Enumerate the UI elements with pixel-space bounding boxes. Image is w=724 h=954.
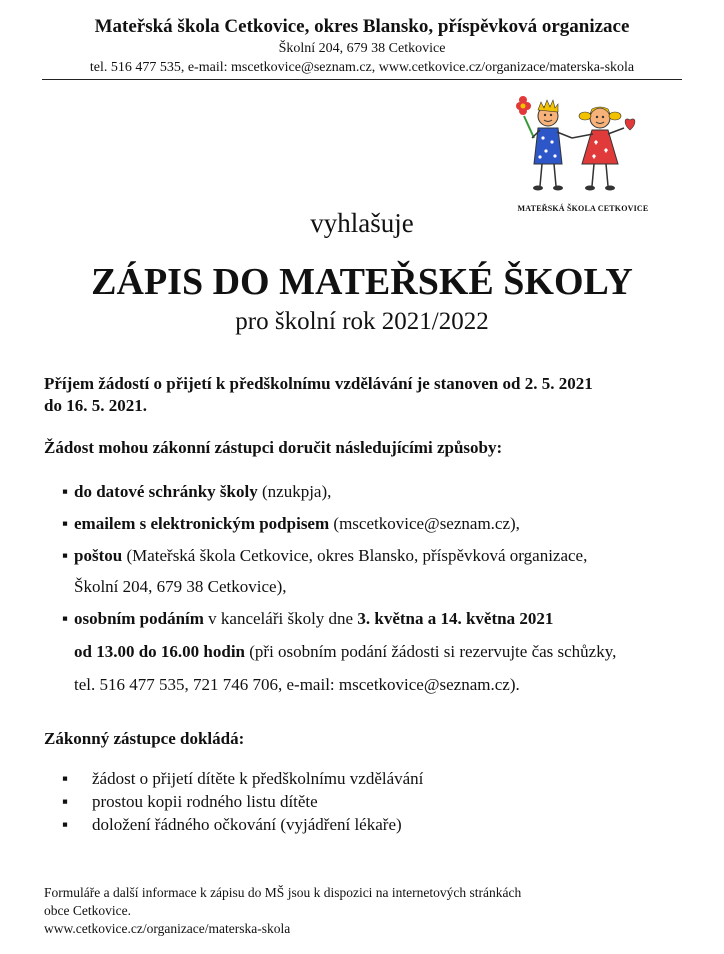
children-holding-hands-logo-icon bbox=[510, 94, 660, 199]
bullet-icon: ▪ bbox=[62, 546, 69, 565]
doc-text: žádost o přijetí dítěte k předškolnímu vzdělávání bbox=[92, 769, 424, 788]
bullet-icon: ▪ bbox=[62, 609, 69, 628]
method-continuation bbox=[74, 642, 616, 662]
method-bold: poštou bbox=[74, 546, 123, 565]
methods-heading: Žádost mohou zákonní zástupci doručit následujícími způsoby: bbox=[44, 438, 503, 457]
bullet-icon: ▪ bbox=[62, 792, 69, 811]
school-name: Mateřská škola Cetkovice, okres Blansko, příspěvková organizace bbox=[94, 16, 630, 37]
method-continuation: Školní 204, 679 38 Cetkovice), bbox=[74, 577, 287, 596]
school-address: Školní 204, 679 38 Cetkovice bbox=[278, 41, 446, 56]
footer-line: Formuláře a další informace k zápisu do MŠ jsou k dispozici na internetových stránkách bbox=[44, 885, 522, 900]
method-dates: 3. května a 14. května 2021 bbox=[357, 609, 554, 628]
list-item bbox=[62, 769, 423, 789]
footer-note bbox=[44, 884, 664, 938]
bullet-icon: ▪ bbox=[62, 815, 69, 834]
bullet-icon: ▪ bbox=[62, 482, 69, 501]
school-logo bbox=[500, 94, 670, 220]
list-item bbox=[62, 815, 402, 835]
list-item bbox=[62, 545, 587, 567]
intro-line: Příjem žádostí o přijetí k předškolnímu vzdělávání je stanoven od 2. 5. 2021 bbox=[44, 374, 593, 393]
method-bold: osobním podáním bbox=[74, 609, 204, 628]
docs-heading: Zákonný zástupce dokládá: bbox=[44, 729, 245, 748]
method-text: v kanceláři školy dne bbox=[203, 609, 358, 628]
logo-caption: MATEŘSKÁ ŠKOLA CETKOVICE bbox=[517, 204, 649, 213]
intro-line: do 16. 5. 2021. bbox=[44, 396, 147, 415]
method-text: (mscetkovice@seznam.cz), bbox=[329, 514, 520, 533]
method-text: (při osobním podání žádosti si rezervujte čas schůzky, bbox=[245, 642, 617, 661]
list-item bbox=[62, 792, 318, 812]
list-item bbox=[62, 481, 331, 503]
intro-paragraph bbox=[44, 373, 674, 417]
header-divider bbox=[42, 79, 682, 80]
method-bold: do datové schránky školy bbox=[74, 482, 258, 501]
method-bold: emailem s elektronickým podpisem bbox=[74, 514, 330, 533]
footer-link: www.cetkovice.cz/organizace/materska-skola bbox=[44, 921, 291, 936]
doc-text: prostou kopii rodného listu dítěte bbox=[92, 792, 318, 811]
bullet-icon: ▪ bbox=[62, 769, 69, 788]
bullet-icon: ▪ bbox=[62, 514, 69, 533]
method-continuation: tel. 516 477 535, 721 746 706, e-mail: mscetkovice@seznam.cz). bbox=[74, 675, 520, 694]
school-contact: tel. 516 477 535, e-mail: mscetkovice@seznam.cz, www.cetkovice.cz/organizace/materska-skola bbox=[89, 60, 635, 75]
doc-text: doložení řádného očkování (vyjádření lékaře) bbox=[92, 815, 402, 834]
list-item bbox=[62, 513, 520, 535]
announce-text: vyhlašuje bbox=[310, 208, 414, 238]
footer-line: obce Cetkovice. bbox=[44, 903, 131, 918]
method-hours: od 13.00 do 16.00 hodin bbox=[74, 642, 245, 661]
list-item bbox=[62, 608, 553, 630]
page-title: ZÁPIS DO MATEŘSKÉ ŠKOLY bbox=[91, 261, 633, 303]
school-year: pro školní rok 2021/2022 bbox=[235, 308, 489, 335]
method-text: (nzukpja), bbox=[257, 482, 332, 501]
method-text: (Mateřská škola Cetkovice, okres Blansko, příspěvková organizace, bbox=[122, 546, 588, 565]
